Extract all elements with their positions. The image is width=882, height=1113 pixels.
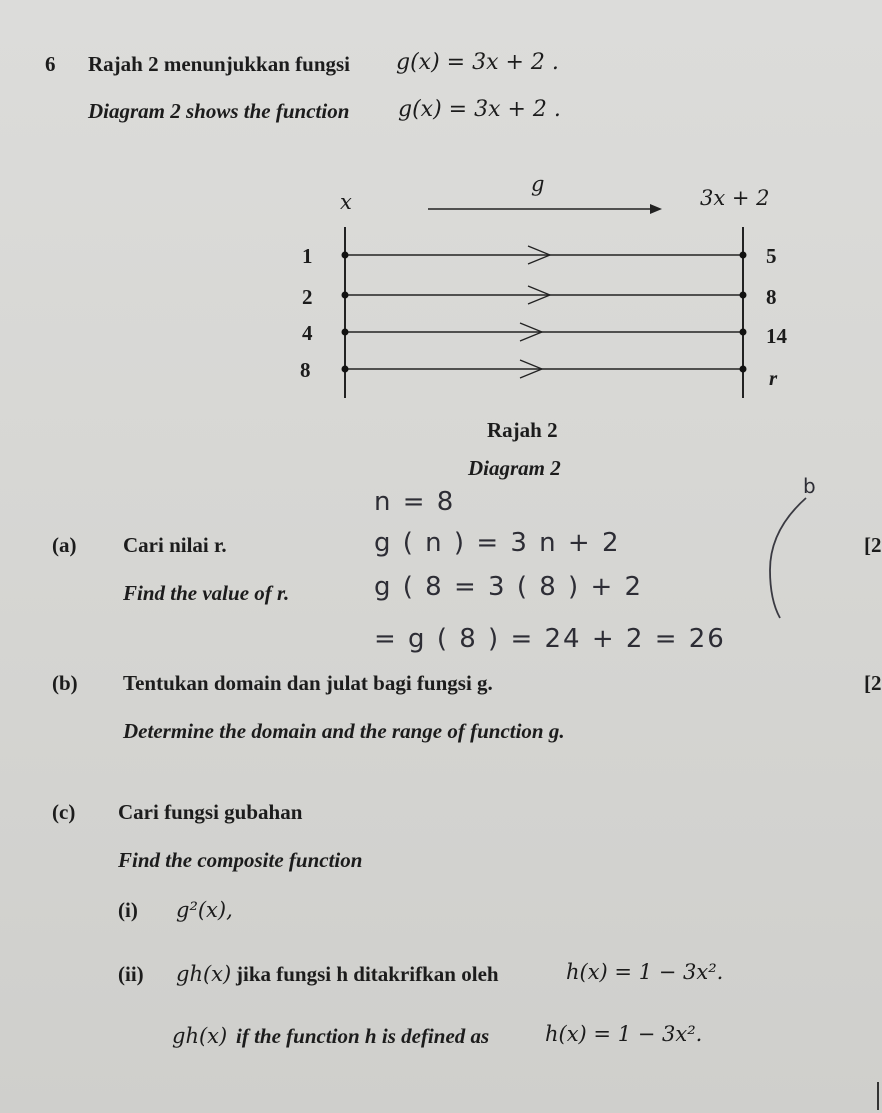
part-c-ii-malay: jika fungsi h ditakrifkan oleh [236,962,499,986]
handwritten-bracket [770,498,806,618]
part-a-label: (a) [52,533,77,557]
function-label: g [531,172,545,196]
part-c-label: (c) [52,800,76,824]
domain-label: x [340,190,352,214]
handwriting-line-2: g ( n ) = 3 n + 2 [374,528,621,558]
part-c-ii-english-formula: gh(x) [172,1024,228,1048]
handwriting-line-1: n = 8 [374,487,456,517]
part-b-english: Determine the domain and the range of function g. [123,719,565,743]
part-a-english: Find the value of r. [123,581,290,605]
input-3: 4 [302,321,313,345]
part-c-i-formula: g²(x), [176,898,233,922]
part-c-ii-label: (ii) [118,962,144,986]
part-b-malay: Tentukan domain dan julat bagi fungsi g. [123,671,493,695]
handwriting-line-3: g ( 8 = 3 ( 8 ) + 2 [374,572,644,602]
diagram-caption-malay: Rajah 2 [487,418,558,442]
output-1: 5 [766,244,777,268]
output-2: 8 [766,285,777,309]
intro-malay-formula: g(x) = 3x + 2 . [396,50,559,75]
input-2: 2 [302,285,313,309]
handwriting-margin-mark: b [803,474,818,498]
part-c-ii-malay-formula: h(x) = 1 − 3x². [566,960,724,984]
part-c-english: Find the composite function [118,848,363,872]
function-arrowhead [650,204,662,214]
question-number: 6 [45,52,56,76]
intro-english-formula: g(x) = 3x + 2 . [398,97,561,122]
mapping-arrow-2 [342,286,747,304]
output-4: r [769,366,778,390]
mapping-arrow-1 [342,246,747,264]
mapping-arrow-3 [342,323,747,341]
intro-malay: Rajah 2 menunjukkan fungsi [88,52,351,76]
mapping-arrow-4 [342,360,747,378]
diagram-caption-english: Diagram 2 [468,456,561,480]
part-b-label: (b) [52,671,78,695]
intro-english: Diagram 2 shows the function [88,99,350,123]
part-c-malay: Cari fungsi gubahan [118,800,303,824]
part-a-marks: [2 [864,533,882,557]
input-1: 1 [302,244,313,268]
part-a-malay: Cari nilai r. [123,533,227,557]
output-3: 14 [766,324,787,348]
part-c-i-label: (i) [118,898,138,922]
part-c-ii-english-end: h(x) = 1 − 3x². [545,1022,703,1046]
part-c-ii-english: if the function h is defined as [236,1024,490,1048]
part-c-ii-formula: gh(x) [176,962,232,986]
part-b-marks: [2 [864,671,882,695]
handwriting-line-4: = g ( 8 ) = 24 + 2 = 26 [374,624,726,654]
input-4: 8 [300,358,311,382]
codomain-label: 3x + 2 [700,186,770,210]
